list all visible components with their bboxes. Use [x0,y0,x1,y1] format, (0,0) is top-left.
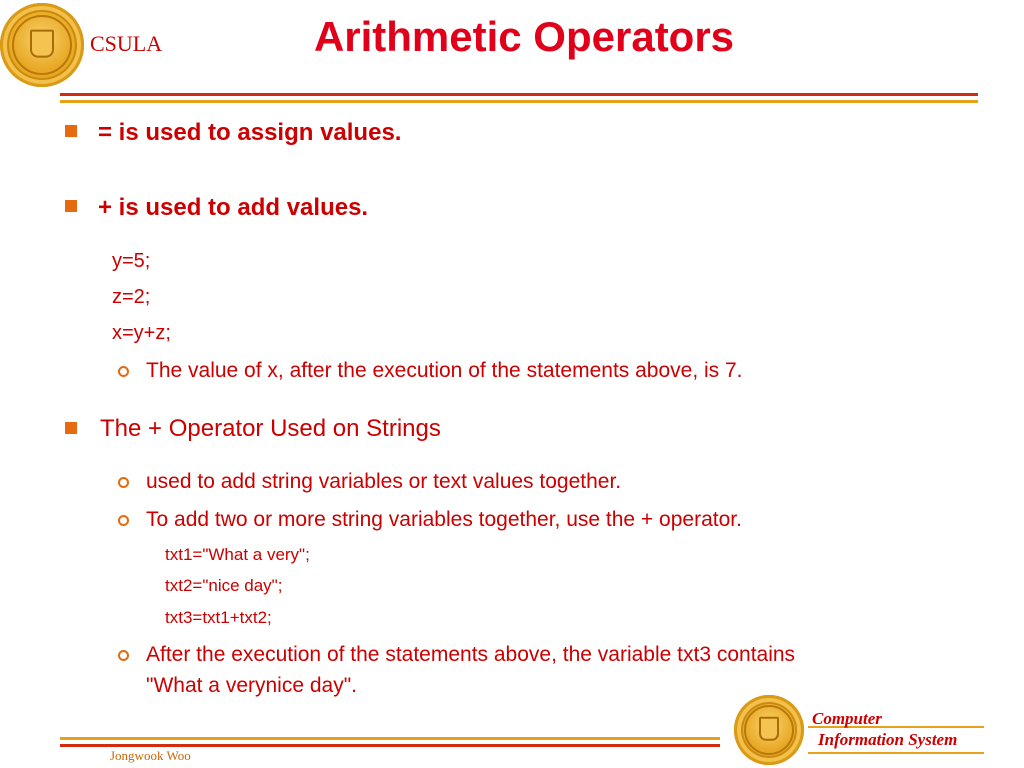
bullet-assign: = is used to assign values. [98,119,402,146]
addition-result-note: The value of x, after the execution of the statements above, is 7. [146,359,743,382]
department-label [812,708,957,751]
strings-subbullet: used to add string variables or text values together. [146,470,622,493]
slide-title: Arithmetic Operators [313,13,735,60]
code-line: txt2="nice day"; [165,576,283,595]
square-bullet-icon [65,200,77,212]
code-line: z=2; [112,286,151,308]
square-bullet-icon [65,125,77,137]
strings-subbullet: To add two or more string variables together, use the + operator. [146,508,742,531]
code-line: x=y+z; [112,322,171,344]
footer-rule-gold [60,737,720,740]
circle-bullet-icon [118,650,129,661]
bullet-add: + is used to add values. [98,194,369,221]
code-line: y=5; [112,250,151,272]
circle-bullet-icon [118,366,129,377]
bullet-strings: The + Operator Used on Strings [100,415,441,442]
circle-bullet-icon [118,477,129,488]
strings-result-line1: After the execution of the statements above, the variable txt3 contains [146,643,796,666]
code-line: txt3=txt1+txt2; [165,608,272,627]
university-seal-icon [734,695,804,765]
circle-bullet-icon [118,515,129,526]
seal-shield [759,717,779,741]
department-line1: Computer [812,709,882,728]
author-name: Jongwook Woo [110,748,191,763]
footer-rule-right-bottom [808,752,984,754]
department-line2: Information System [818,730,958,750]
brand-label: CSULA [90,31,163,56]
footer-rule-red [60,744,720,747]
strings-result-line2: "What a verynice day". [146,674,357,697]
code-line: txt1="What a very"; [165,545,310,564]
square-bullet-icon [65,422,77,434]
